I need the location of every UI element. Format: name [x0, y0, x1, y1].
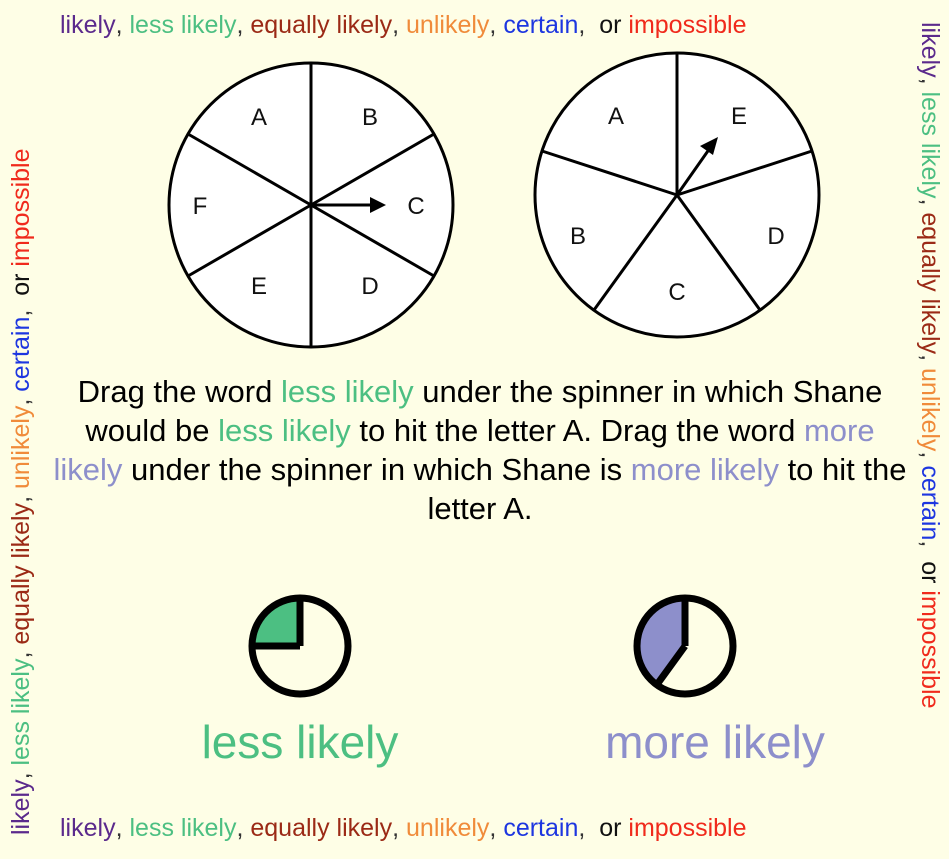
- band-word-likely: likely: [7, 779, 35, 835]
- band-word-certain: certain: [7, 316, 35, 392]
- less-likely-drag-token[interactable]: [180, 590, 420, 767]
- band-word-unlikely: unlikely: [916, 368, 944, 452]
- band-word-impossible: impossible: [628, 11, 747, 39]
- band-word-likely: likely: [916, 22, 944, 78]
- band-word-less-likely: less likely: [129, 814, 237, 842]
- segment-label: A: [250, 104, 268, 131]
- instructions-part: to hit the letter A.: [427, 452, 907, 526]
- band-separator: ,: [916, 540, 944, 562]
- band-separator: ,: [489, 814, 504, 842]
- band-separator: ,: [115, 11, 130, 39]
- band-word-or: or: [599, 814, 622, 842]
- segment-label: A: [607, 103, 625, 130]
- band-separator: ,: [392, 11, 407, 39]
- band-separator: ,: [7, 391, 35, 406]
- band-gap: [915, 583, 945, 590]
- instructions-part: to hit the letter A. Drag the word: [350, 413, 804, 448]
- band-word-certain: certain: [503, 814, 579, 842]
- band-separator: ,: [236, 814, 251, 842]
- segment-label: D: [767, 223, 785, 250]
- partial-pie-icon: [565, 590, 865, 700]
- band-word-impossible: impossible: [628, 814, 747, 842]
- segment-label: B: [569, 223, 587, 250]
- band-separator: ,: [115, 814, 130, 842]
- band-word-certain: certain: [503, 11, 579, 39]
- band-word-unlikely: unlikely: [406, 11, 490, 39]
- band-gap: [621, 813, 628, 843]
- segment-label: B: [361, 104, 379, 131]
- band-word-less-likely: less likely: [7, 658, 35, 766]
- highlight-less-likely: less likely: [218, 413, 351, 448]
- instructions-part: under the spinner in which Shane would be: [85, 374, 883, 448]
- band-separator: ,: [916, 77, 944, 92]
- spinner-left: [166, 60, 456, 350]
- band-word-impossible: impossible: [916, 590, 944, 709]
- band-word-less-likely: less likely: [916, 91, 944, 199]
- band-word-equally-likely: equally likely: [250, 11, 393, 39]
- band-word-unlikely: unlikely: [406, 814, 490, 842]
- band-separator: ,: [578, 814, 600, 842]
- highlight-more-likely: more likely: [53, 413, 875, 487]
- band-separator: ,: [236, 11, 251, 39]
- band-word-likely: likely: [60, 11, 116, 39]
- instructions-text: [52, 372, 908, 528]
- band-word-or: or: [916, 561, 944, 584]
- band-separator: ,: [489, 11, 504, 39]
- word-band-bottom: [60, 813, 747, 843]
- band-separator: ,: [916, 198, 944, 213]
- band-separator: ,: [578, 11, 600, 39]
- less-likely-label: less likely: [201, 716, 399, 768]
- band-separator: ,: [916, 451, 944, 466]
- band-gap: [621, 10, 628, 40]
- instructions-part: Drag the word: [77, 374, 281, 409]
- band-word-or: or: [7, 273, 35, 296]
- segment-label: D: [361, 273, 379, 300]
- band-separator: ,: [7, 488, 35, 503]
- band-separator: ,: [916, 354, 944, 369]
- band-separator: ,: [7, 295, 35, 317]
- segment-label: E: [250, 273, 268, 300]
- highlight-less-likely: less likely: [280, 374, 414, 409]
- band-word-equally-likely: equally likely: [7, 502, 35, 645]
- word-band-top: [60, 10, 747, 40]
- band-word-or: or: [599, 11, 622, 39]
- band-word-impossible: impossible: [7, 148, 35, 267]
- segment-label: F: [192, 193, 208, 220]
- band-word-less-likely: less likely: [129, 11, 237, 39]
- word-band-right: [915, 22, 945, 709]
- band-gap: [6, 267, 36, 274]
- band-separator: ,: [7, 644, 35, 659]
- band-separator: ,: [7, 765, 35, 780]
- band-word-certain: certain: [916, 465, 944, 541]
- quarter-pie-icon: [180, 590, 420, 700]
- band-separator: ,: [392, 814, 407, 842]
- segment-label: C: [668, 279, 686, 306]
- word-band-left: [6, 149, 36, 836]
- band-word-likely: likely: [60, 814, 116, 842]
- segment-label: C: [407, 193, 425, 220]
- band-word-equally-likely: equally likely: [916, 212, 944, 355]
- band-word-unlikely: unlikely: [7, 405, 35, 489]
- highlight-more-likely: more likely: [630, 452, 779, 487]
- instructions-part: under the spinner in which Shane is: [122, 452, 631, 487]
- band-word-equally-likely: equally likely: [250, 814, 393, 842]
- more-likely-label: more likely: [605, 716, 825, 768]
- segment-label: E: [730, 103, 748, 130]
- spinner-right: [532, 50, 822, 340]
- more-likely-drag-token[interactable]: [565, 590, 865, 767]
